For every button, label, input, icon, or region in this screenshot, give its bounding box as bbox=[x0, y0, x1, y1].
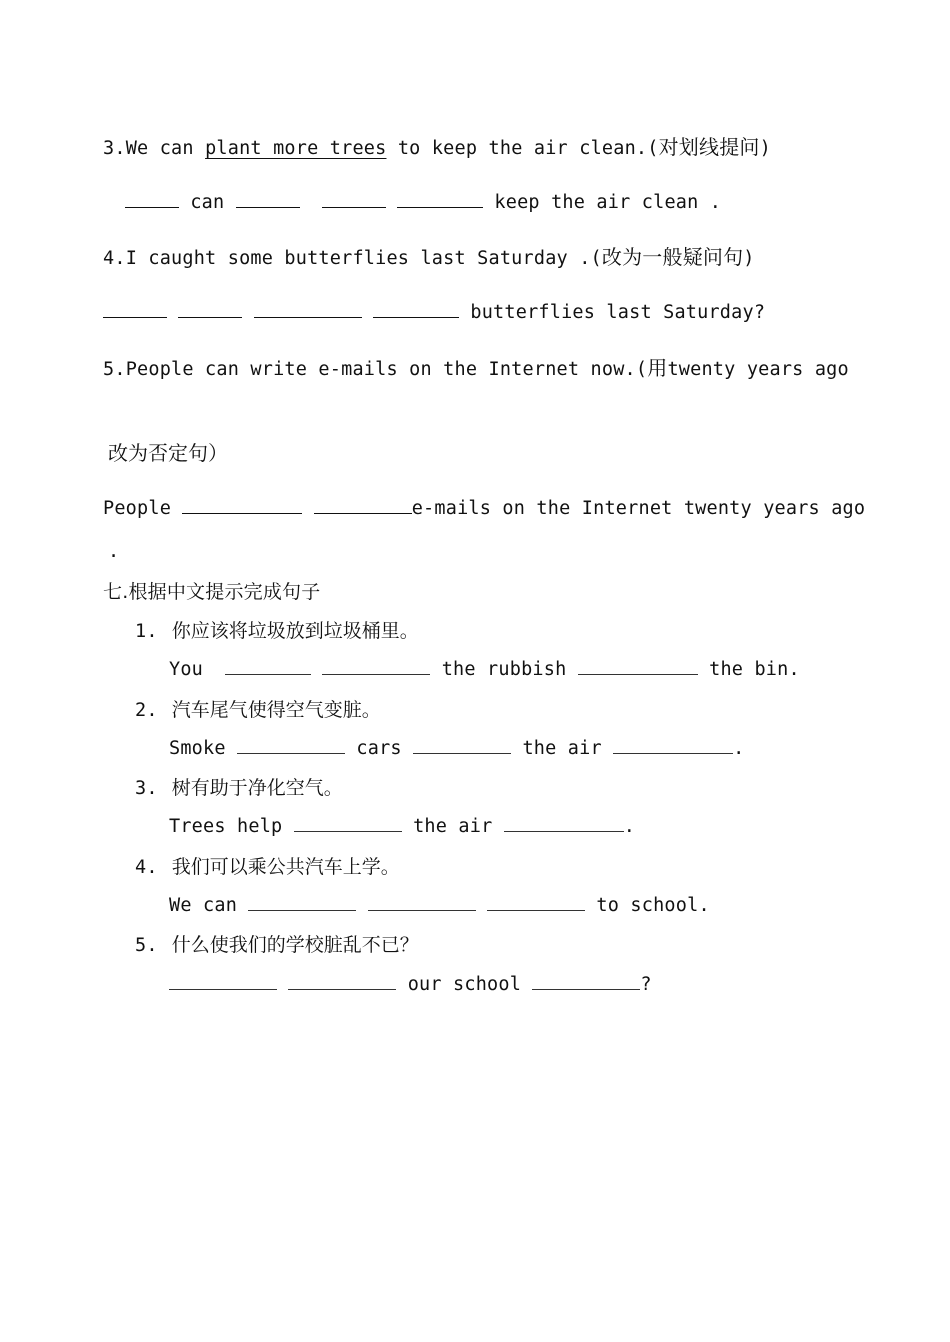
answer-blank[interactable] bbox=[236, 191, 300, 208]
item-chinese: 我们可以乘公共汽车上学。 bbox=[171, 856, 400, 878]
answer-line-5 bbox=[103, 497, 865, 521]
item-english: our school ? bbox=[169, 973, 652, 997]
answer-blank[interactable] bbox=[178, 301, 242, 318]
answer-text: e-mails on the Internet twenty years ago bbox=[411, 498, 866, 519]
answer-blank[interactable] bbox=[182, 497, 302, 514]
item-chinese: 你应该将垃圾放到垃圾桶里。 bbox=[171, 620, 419, 642]
answer-blank[interactable] bbox=[578, 658, 698, 675]
item-number: 2. bbox=[135, 700, 158, 721]
list-item bbox=[135, 855, 400, 881]
instruction-paren: ( bbox=[590, 248, 602, 269]
answer-word: can bbox=[190, 192, 225, 213]
instruction: 改为一般疑问句 bbox=[601, 245, 744, 269]
answer-blank[interactable] bbox=[368, 894, 476, 911]
answer-blank[interactable] bbox=[373, 301, 459, 318]
instruction: twenty years ago bbox=[667, 359, 849, 380]
item-english: You the rubbish the bin. bbox=[169, 659, 800, 680]
question-text: to keep the air clean. bbox=[386, 138, 648, 159]
answer-blank[interactable] bbox=[248, 894, 356, 911]
list-item bbox=[135, 619, 419, 645]
answer-blank[interactable] bbox=[294, 815, 402, 832]
item-number: 3. bbox=[135, 778, 158, 799]
item-chinese: 汽车尾气使得空气变脏。 bbox=[171, 699, 381, 721]
question-5-instruction-cont: 改为否定句） bbox=[108, 441, 228, 465]
instruction-paren: ) bbox=[743, 248, 755, 269]
answer-blank[interactable] bbox=[397, 191, 483, 208]
instruction-paren: ) bbox=[759, 138, 771, 159]
section-heading: 七.根据中文提示完成句子 bbox=[103, 581, 321, 603]
question-5 bbox=[103, 356, 849, 382]
list-item bbox=[135, 933, 419, 959]
answer-blank[interactable] bbox=[125, 191, 179, 208]
question-3 bbox=[103, 135, 771, 161]
answer-blank[interactable] bbox=[613, 737, 733, 754]
item-number: 4. bbox=[135, 857, 158, 878]
answer-blank[interactable] bbox=[169, 973, 277, 990]
instruction-paren: ( bbox=[647, 138, 659, 159]
answer-blank[interactable] bbox=[487, 894, 585, 911]
answer-blank[interactable] bbox=[288, 973, 396, 990]
question-text: People can write e-mails on the Internet now. bbox=[125, 359, 636, 380]
question-4 bbox=[103, 245, 755, 271]
answer-blank[interactable] bbox=[532, 973, 640, 990]
question-number: 4. bbox=[103, 248, 126, 269]
underlined-phrase: plant more trees bbox=[205, 138, 387, 159]
item-chinese: 树有助于净化空气。 bbox=[171, 777, 343, 799]
answer-blank[interactable] bbox=[254, 301, 362, 318]
answer-blank[interactable] bbox=[322, 658, 430, 675]
answer-line-3 bbox=[125, 191, 721, 215]
item-number: 1. bbox=[135, 621, 158, 642]
item-number: 5. bbox=[135, 935, 158, 956]
answer-blank[interactable] bbox=[314, 497, 412, 514]
answer-text: People bbox=[103, 498, 172, 519]
instruction: 对划线提问 bbox=[658, 135, 760, 159]
item-english: Trees help the air . bbox=[169, 816, 636, 837]
answer-blank[interactable] bbox=[225, 658, 311, 675]
question-text: I caught some butterflies last Saturday . bbox=[125, 248, 591, 269]
question-number: 5. bbox=[103, 359, 126, 380]
answer-blank[interactable] bbox=[504, 815, 624, 832]
question-number: 3. bbox=[103, 138, 126, 159]
list-item bbox=[135, 776, 343, 802]
answer-text: butterflies last Saturday? bbox=[470, 302, 766, 323]
answer-blank[interactable] bbox=[413, 737, 511, 754]
answer-line-4 bbox=[103, 301, 765, 325]
question-text: We can bbox=[125, 138, 206, 159]
instruction-paren: ( bbox=[635, 359, 648, 380]
instruction: 用 bbox=[647, 356, 668, 380]
list-item bbox=[135, 698, 381, 724]
item-english: We can to school. bbox=[169, 895, 710, 916]
answer-text: keep the air clean . bbox=[494, 192, 722, 213]
item-chinese: 什么使我们的学校脏乱不已？ bbox=[171, 934, 419, 956]
item-english: Smoke cars the air . bbox=[169, 738, 745, 759]
answer-blank[interactable] bbox=[237, 737, 345, 754]
answer-blank[interactable] bbox=[322, 191, 386, 208]
answer-line-5-end: . bbox=[108, 541, 120, 562]
answer-blank[interactable] bbox=[103, 301, 167, 318]
